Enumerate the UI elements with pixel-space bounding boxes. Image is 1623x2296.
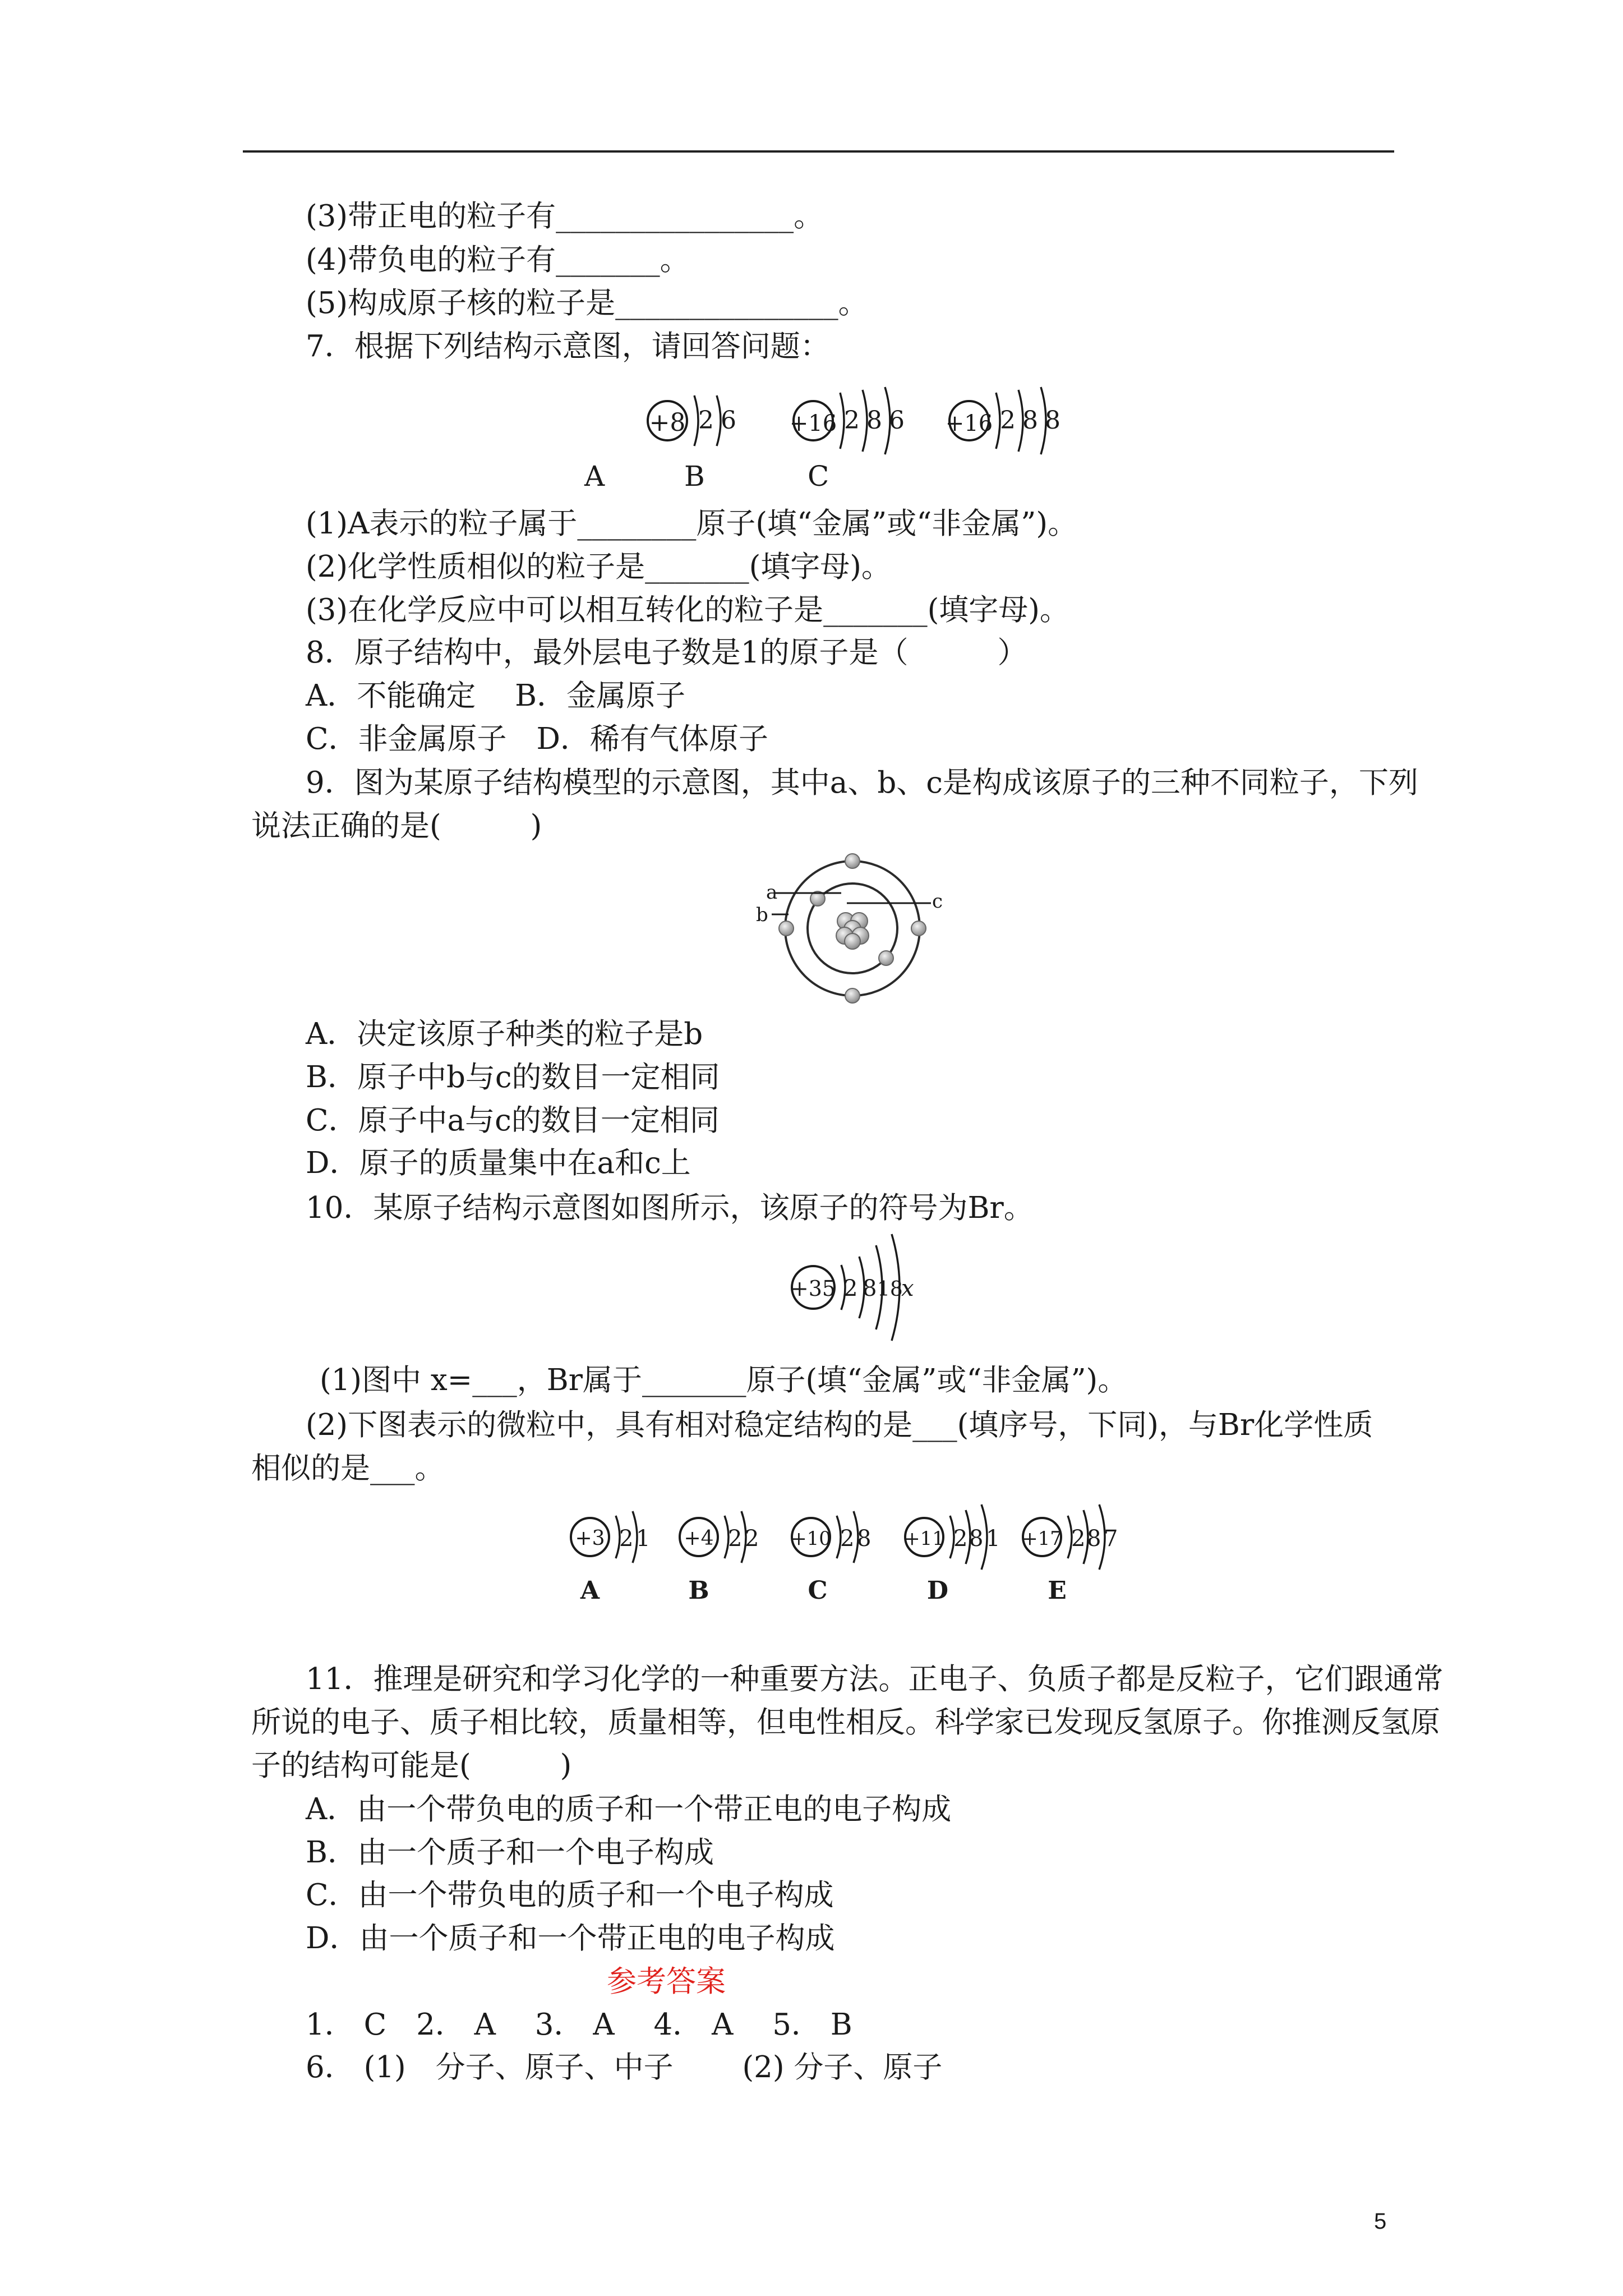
q11-option-a: A．由一个带负电的质子和一个带正电的电子构成 <box>306 1792 952 1826</box>
q6-part4: (4)带负电的粒子有_______。 <box>306 243 690 277</box>
shell-electrons: 8 <box>1022 406 1038 435</box>
shell-electrons-x: x <box>901 1276 914 1301</box>
nucleus-charge: +8 <box>649 408 686 437</box>
q9-option-c: C．原子中a与c的数目一定相同 <box>306 1103 720 1138</box>
nucleus-charge: +4 <box>684 1527 714 1550</box>
q8-options-cd: C．非金属原子 D．稀有气体原子 <box>306 722 769 756</box>
nucleus-charge: +17 <box>1022 1527 1062 1550</box>
shell-electrons: 2 <box>953 1526 968 1552</box>
label-d: D <box>926 1576 949 1605</box>
label-c: C <box>808 1576 828 1605</box>
question-11-line3: 子的结构可能是( ) <box>251 1749 572 1783</box>
shell-electrons: 8 <box>866 406 882 435</box>
shell-electrons: 8 <box>857 1526 872 1552</box>
particle-c <box>791 1511 871 1563</box>
label-c: c <box>932 890 943 913</box>
q7-part2: (2)化学性质相似的粒子是_______(填字母)。 <box>306 550 891 584</box>
particle-e <box>1022 1504 1118 1570</box>
q9-atom-model <box>751 847 942 1010</box>
shell-electrons: 8 <box>1045 406 1061 435</box>
nucleus-charge: +16 <box>945 411 993 436</box>
shell-electrons: 7 <box>1104 1526 1118 1552</box>
q6-part5: (5)构成原子核的粒子是_______________。 <box>306 286 868 320</box>
q7-part3: (3)在化学反应中可以相互转化的粒子是_______(填字母)。 <box>306 593 1069 627</box>
shell-electrons: 2 <box>843 1276 858 1301</box>
atom-diagram-a <box>648 395 736 446</box>
shell-electrons: 6 <box>721 406 736 435</box>
label-a: A <box>580 1576 600 1605</box>
q9-option-a: A．决定该原子种类的粒子是b <box>306 1017 703 1051</box>
q6-part3: (3)带正电的粒子有________________。 <box>306 199 824 233</box>
question-11-line1: 11．推理是研究和学习化学的一种重要方法。正电子、负质子都是反粒子，它们跟通常 <box>306 1662 1444 1696</box>
shell-electrons: 8 <box>863 1276 877 1301</box>
answers-6: 6． (1) 分子、原子、中子 (2) 分子、原子 <box>306 2050 943 2085</box>
q10-particle-diagrams <box>561 1503 1144 1616</box>
nucleus-charge: +16 <box>789 411 837 436</box>
label-e: E <box>1048 1576 1067 1605</box>
nucleus-charge: +35 <box>790 1276 836 1301</box>
particle-a <box>571 1511 650 1563</box>
q10-part2-line1: (2)下图表示的微粒中，具有相对稳定结构的是___(填序号，下同)，与Br化学性质 <box>306 1408 1373 1442</box>
shell-electrons: 1 <box>986 1526 1000 1552</box>
page-number: 5 <box>1374 2209 1387 2234</box>
question-9-line2: 说法正确的是( ) <box>251 809 542 843</box>
shell-electrons: 2 <box>698 406 714 435</box>
shell-electrons: 8 <box>969 1526 984 1552</box>
q7-structure-diagrams <box>584 370 1077 505</box>
shell-electrons: 6 <box>889 406 905 435</box>
shell-electrons: 2 <box>1071 1526 1086 1552</box>
q10-part2-line2: 相似的是___。 <box>251 1451 445 1485</box>
nucleus-charge: +10 <box>791 1527 831 1550</box>
shell-electrons: 18 <box>877 1278 903 1301</box>
question-11-line2: 所说的电子、质子相比较，质量相等，但电性相反。科学家已发现反氢原子。你推测反氢原 <box>251 1705 1440 1740</box>
label-a: A <box>584 460 605 493</box>
atom-diagram-b <box>790 387 905 454</box>
q10-bromine-diagram <box>785 1223 931 1352</box>
answer-key-title: 参考答案 <box>607 1964 726 1999</box>
q9-option-d: D．原子的质量集中在a和c上 <box>306 1146 691 1180</box>
nucleus <box>836 913 869 949</box>
q7-part1: (1)A表示的粒子属于________原子(填“金属”或“非金属”)。 <box>306 507 1078 541</box>
q11-option-d: D．由一个质子和一个带正电的电子构成 <box>306 1921 835 1955</box>
atom-diagram-c <box>946 387 1061 454</box>
answers-1-5: 1． C 2． A 3． A 4． A 5． B <box>306 2008 852 2042</box>
nucleus-charge: +3 <box>575 1527 605 1550</box>
q10-part1: (1)图中 x=___，Br属于_______原子(填“金属”或“非金属”)。 <box>320 1363 1128 1397</box>
shell-electrons: 2 <box>728 1526 743 1552</box>
q11-option-c: C．由一个带负电的质子和一个电子构成 <box>306 1878 834 1912</box>
shell-electrons: 2 <box>1000 406 1016 435</box>
label-a: a <box>766 881 778 904</box>
label-b: B <box>688 1576 709 1605</box>
question-9-line1: 9．图为某原子结构模型的示意图，其中a、b、c是构成该原子的三种不同粒子，下列 <box>306 766 1418 800</box>
shell-electrons: 2 <box>844 406 860 435</box>
shell-electrons: 1 <box>636 1526 651 1552</box>
particle-d <box>904 1504 1000 1570</box>
question-10: 10．某原子结构示意图如图所示，该原子的符号为Br。 <box>306 1191 1034 1225</box>
question-7: 7．根据下列结构示意图，请回答问题： <box>306 329 830 364</box>
q11-option-b: B．由一个质子和一个电子构成 <box>306 1835 714 1870</box>
nucleus-charge: +11 <box>904 1527 944 1550</box>
label-b: B <box>684 460 705 493</box>
shell-electrons: 2 <box>745 1526 759 1552</box>
q8-options-ab: A．不能确定 B．金属原子 <box>306 679 686 713</box>
shell-electrons: 8 <box>1087 1526 1101 1552</box>
question-8: 8．原子结构中，最外层电子数是1的原子是（ ） <box>306 636 1027 670</box>
header-rule <box>243 150 1394 153</box>
shell-electrons: 2 <box>840 1526 855 1552</box>
label-b: b <box>756 904 768 926</box>
q9-option-b: B．原子中b与c的数目一定相同 <box>306 1060 720 1094</box>
shell-electrons: 2 <box>619 1526 634 1552</box>
label-c: C <box>808 460 829 493</box>
particle-b <box>680 1511 759 1563</box>
